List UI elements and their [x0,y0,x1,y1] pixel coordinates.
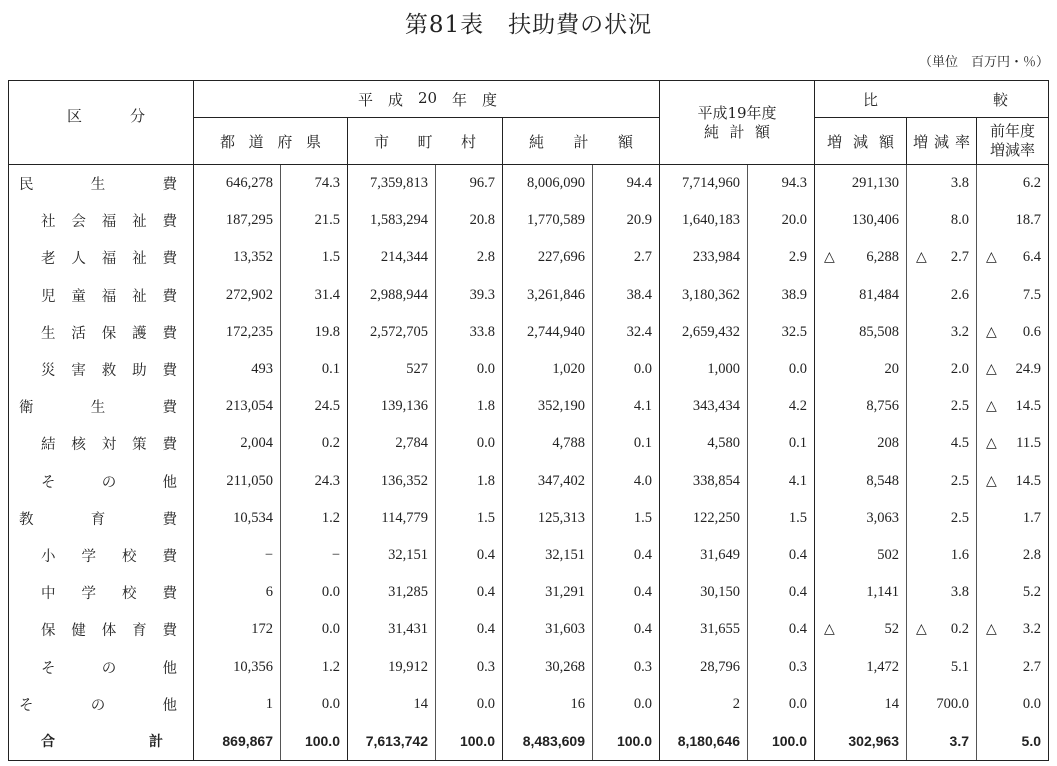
table-cell: 8.0 [907,202,977,239]
table-cell: 0.4 [436,574,503,611]
table-cell: △ 3.2 [977,611,1049,648]
table-cell: 2.5 [907,388,977,425]
table-cell: 32,151 [545,546,585,563]
table-cell: − [281,537,348,574]
table-cell: 125,313 [537,509,585,526]
table-cell: 343,434 [692,398,740,415]
table-body [9,165,1049,761]
table-cell: 20 [815,351,907,388]
table-cell: 5.2 [977,574,1049,611]
table-cell: 1,000 [707,361,740,378]
table-cell: △ 6,288 [815,239,907,276]
table-cell: 0.0 [748,686,815,723]
table-cell: 1,020 [552,361,585,378]
negative-triangle-icon: △ [986,398,997,415]
table-cell: 4.1 [593,388,660,425]
table-cell: 30,150 [700,584,740,601]
row-label: 合 計 [9,723,194,761]
table-cell: 94.4 [593,165,660,203]
row-label: 生 活 保 護 費 [9,314,194,351]
negative-triangle-icon: △ [824,621,835,638]
table-cell: 1.8 [436,463,503,500]
table-row [9,574,1049,611]
table-cell: 2 [732,695,740,712]
table-cell: 0.3 [436,648,503,685]
table-cell: 20.9 [593,202,660,239]
negative-triangle-icon: △ [986,323,997,340]
table-cell: 24.5 [281,388,348,425]
table-cell: 291,130 [815,165,907,203]
row-label: そ の 他 [9,463,194,500]
table-cell: 2.7 [977,648,1049,685]
table-cell: △ 24.9 [977,351,1049,388]
table-row [9,239,1049,276]
table-cell: 2.9 [748,239,815,276]
table-row [9,723,1049,761]
table-row [9,648,1049,685]
row-label: 児 童 福 祉 費 [9,277,194,314]
table-cell: 19.8 [281,314,348,351]
table-cell: 0.4 [436,537,503,574]
table-cell: 33.8 [436,314,503,351]
table-cell: 0.4 [748,611,815,648]
table-cell: 10,356 [233,658,273,675]
prefectures-header: 都 道 府 県 [194,118,348,165]
unit-note: （単位 百万円・％） [918,55,1049,70]
table-cell: 8,180,646 [660,723,748,761]
table-cell: 3.8 [907,574,977,611]
table-cell: 214,344 [380,249,428,266]
table-cell: 31,655 [700,621,740,638]
table-cell: 19,912 [388,658,428,675]
table-cell: 4.0 [593,463,660,500]
table-cell: 302,963 [815,723,907,761]
table-cell: 38.4 [593,277,660,314]
table-cell: 21.5 [281,202,348,239]
table-cell: 2,004 [240,435,273,452]
table-cell: 208 [815,425,907,462]
table-cell: △ 0.6 [977,314,1049,351]
table-cell: 213,054 [225,398,273,415]
row-label: 教 育 費 [9,500,194,537]
table-cell: 5.0 [977,723,1049,761]
table-cell: 0.0 [281,574,348,611]
row-label: 社 会 福 祉 費 [9,202,194,239]
table-cell: 0.0 [593,351,660,388]
table-cell: 39.3 [436,277,503,314]
table-cell: 32,151 [388,546,428,563]
table-cell: 32.4 [593,314,660,351]
table-cell: 18.7 [977,202,1049,239]
table-cell: 187,295 [225,212,273,229]
assistance-expenditure-table [8,80,1049,761]
table-cell: 10,534 [233,509,273,526]
table-cell: △ 6.4 [977,239,1049,276]
table-cell: 31.4 [281,277,348,314]
table-cell: △ 14.5 [977,463,1049,500]
table-cell: 1 [265,695,273,712]
table-cell: 0.3 [593,648,660,685]
table-cell: 2.7 [593,239,660,276]
row-label: 衛 生 費 [9,388,194,425]
row-label: 民 生 費 [9,165,194,203]
table-cell: 0.4 [436,611,503,648]
table-row [9,500,1049,537]
table-cell: 4,788 [552,435,585,452]
table-cell: 100.0 [593,723,660,761]
table-cell: 7,359,813 [370,175,428,192]
table-cell: 0.3 [748,648,815,685]
table-row [9,537,1049,574]
table-cell: 31,431 [388,621,428,638]
table-cell: 31,291 [545,584,585,601]
table-cell: △ 0.2 [907,611,977,648]
table-cell: 1.5 [281,239,348,276]
negative-triangle-icon: △ [986,621,997,638]
table-cell: 4.2 [748,388,815,425]
table-cell: 14 [413,695,428,712]
table-cell: 20.8 [436,202,503,239]
table-cell: 0.4 [748,537,815,574]
table-cell: 2.8 [436,239,503,276]
table-row [9,202,1049,239]
table-cell: 700.0 [907,686,977,723]
table-cell: 233,984 [692,249,740,266]
table-cell: 5.1 [907,648,977,685]
table-cell: 0.1 [748,425,815,462]
table-cell: 493 [251,361,273,378]
table-cell: − [264,546,273,563]
table-cell: 114,779 [381,509,428,526]
table-cell: 4.5 [907,425,977,462]
table-cell: 1,472 [815,648,907,685]
table-cell: 502 [815,537,907,574]
municipalities-header: 市 町 村 [348,118,503,165]
row-label: 老 人 福 祉 費 [9,239,194,276]
negative-triangle-icon: △ [986,249,997,266]
table-cell: 85,508 [815,314,907,351]
table-cell: 2,572,705 [370,323,428,340]
table-cell: 74.3 [281,165,348,203]
table-cell: 3,261,846 [527,286,585,303]
table-cell: 869,867 [194,723,281,761]
table-cell: 338,854 [692,472,740,489]
table-cell: 6.2 [977,165,1049,203]
table-cell: 1.5 [593,500,660,537]
negative-triangle-icon: △ [986,435,997,452]
table-cell: 0.4 [593,574,660,611]
table-cell: 1.2 [281,648,348,685]
table-cell: 0.0 [977,686,1049,723]
table-cell: 2,988,944 [370,286,428,303]
table-cell: 8,006,090 [527,175,585,192]
table-cell: 0.2 [281,425,348,462]
table-row [9,425,1049,462]
table-cell: 14 [815,686,907,723]
table-cell: 2,784 [395,435,428,452]
table-cell: 1.8 [436,388,503,425]
table-cell: 28,796 [700,658,740,675]
table-cell: 172 [251,621,273,638]
table-cell: 31,649 [700,546,740,563]
table-cell: 2.5 [907,500,977,537]
table-cell: 7,613,742 [348,723,436,761]
category-header: 区 分 [9,81,194,165]
h19-header: 平成19年度 純 計 額 [660,81,815,165]
table-cell: 7.5 [977,277,1049,314]
table-cell: 136,352 [380,472,428,489]
table-cell: 3.8 [907,165,977,203]
table-cell: 0.1 [593,425,660,462]
table-cell: 3,180,362 [682,286,740,303]
table-cell: 2,659,432 [682,323,740,340]
table-cell: 1.5 [436,500,503,537]
table-cell: 0.0 [436,425,503,462]
table-row [9,463,1049,500]
table-cell: △ 11.5 [977,425,1049,462]
table-row [9,165,1049,203]
table-cell: 1,583,294 [370,212,428,229]
table-row [9,611,1049,648]
table-cell: 0.0 [436,351,503,388]
row-label: そ の 他 [9,648,194,685]
table-cell: 4,580 [707,435,740,452]
table-cell: 13,352 [233,249,273,266]
table-cell: 0.0 [748,351,815,388]
table-cell: 1,640,183 [682,212,740,229]
table-cell: 1.5 [748,500,815,537]
table-cell: 1.6 [907,537,977,574]
net-total-header: 純 計 額 [503,118,660,165]
table-cell: 1,770,589 [527,212,585,229]
row-label: 結 核 対 策 費 [9,425,194,462]
table-cell: 0.0 [281,686,348,723]
negative-triangle-icon: △ [916,249,927,266]
table-cell: 2.5 [907,463,977,500]
table-row [9,314,1049,351]
table-cell: 0.4 [748,574,815,611]
table-cell: 4.1 [748,463,815,500]
row-label: 保 健 体 育 費 [9,611,194,648]
table-cell: 172,235 [225,323,273,340]
prev-rate-header: 前年度 増減率 [977,118,1049,165]
table-cell: 3,063 [815,500,907,537]
table-cell: 0.1 [281,351,348,388]
table-cell: 0.0 [281,611,348,648]
row-label: 中 学 校 費 [9,574,194,611]
table-cell: 31,603 [545,621,585,638]
table-cell: 0.0 [436,686,503,723]
table-cell: 352,190 [537,398,585,415]
table-cell: 7,714,960 [682,175,740,192]
table-cell: 94.3 [748,165,815,203]
table-cell: 32.5 [748,314,815,351]
table-cell: 347,402 [537,472,585,489]
change-amount-header: 増 減 額 [815,118,907,165]
table-cell: 24.3 [281,463,348,500]
table-cell: 100.0 [748,723,815,761]
table-cell: 130,406 [815,202,907,239]
table-cell: 0.4 [593,537,660,574]
table-cell: 2.6 [907,277,977,314]
table-cell: 3.2 [907,314,977,351]
table-cell: 2,744,940 [527,323,585,340]
table-cell: 646,278 [225,175,273,192]
table-cell: △ 2.7 [907,239,977,276]
negative-triangle-icon: △ [986,472,997,489]
table-row [9,388,1049,425]
change-rate-header: 増 減 率 [907,118,977,165]
negative-triangle-icon: △ [824,249,835,266]
table-cell: 1,141 [815,574,907,611]
row-label: そ の 他 [9,686,194,723]
table-cell: 6 [265,584,273,601]
table-cell: 527 [406,361,428,378]
table-cell: 122,250 [692,509,740,526]
table-cell: 100.0 [436,723,503,761]
table-row [9,277,1049,314]
table-cell: 0.0 [593,686,660,723]
table-cell: 1.2 [281,500,348,537]
row-label: 災 害 救 助 費 [9,351,194,388]
negative-triangle-icon: △ [986,361,997,378]
comparison-header: 比 較 [815,81,1049,118]
table-cell: 31,285 [388,584,428,601]
table-cell: 211,050 [226,472,273,489]
table-title: 第81表 扶助費の状況 [404,12,653,38]
table-cell: 30,268 [545,658,585,675]
row-label: 小 学 校 費 [9,537,194,574]
table-cell: 16 [570,695,585,712]
table-cell: 1.7 [977,500,1049,537]
table-cell: 20.0 [748,202,815,239]
table-cell: 8,548 [815,463,907,500]
table-cell: 3.7 [907,723,977,761]
table-cell: 139,136 [380,398,428,415]
table-cell: 38.9 [748,277,815,314]
table-cell: 100.0 [281,723,348,761]
table-cell: △ 14.5 [977,388,1049,425]
table-cell: 81,484 [815,277,907,314]
table-cell: 2.8 [977,537,1049,574]
table-cell: 8,483,609 [503,723,593,761]
h20-header: 平 成 20 年 度 [194,81,660,118]
table-row [9,686,1049,723]
negative-triangle-icon: △ [916,621,927,638]
table-row [9,351,1049,388]
table-cell: 272,902 [225,286,273,303]
table-cell: 2.0 [907,351,977,388]
table-cell: 96.7 [436,165,503,203]
table-cell: △ 52 [815,611,907,648]
table-cell: 8,756 [815,388,907,425]
table-cell: 227,696 [537,249,585,266]
table-cell: 0.4 [593,611,660,648]
